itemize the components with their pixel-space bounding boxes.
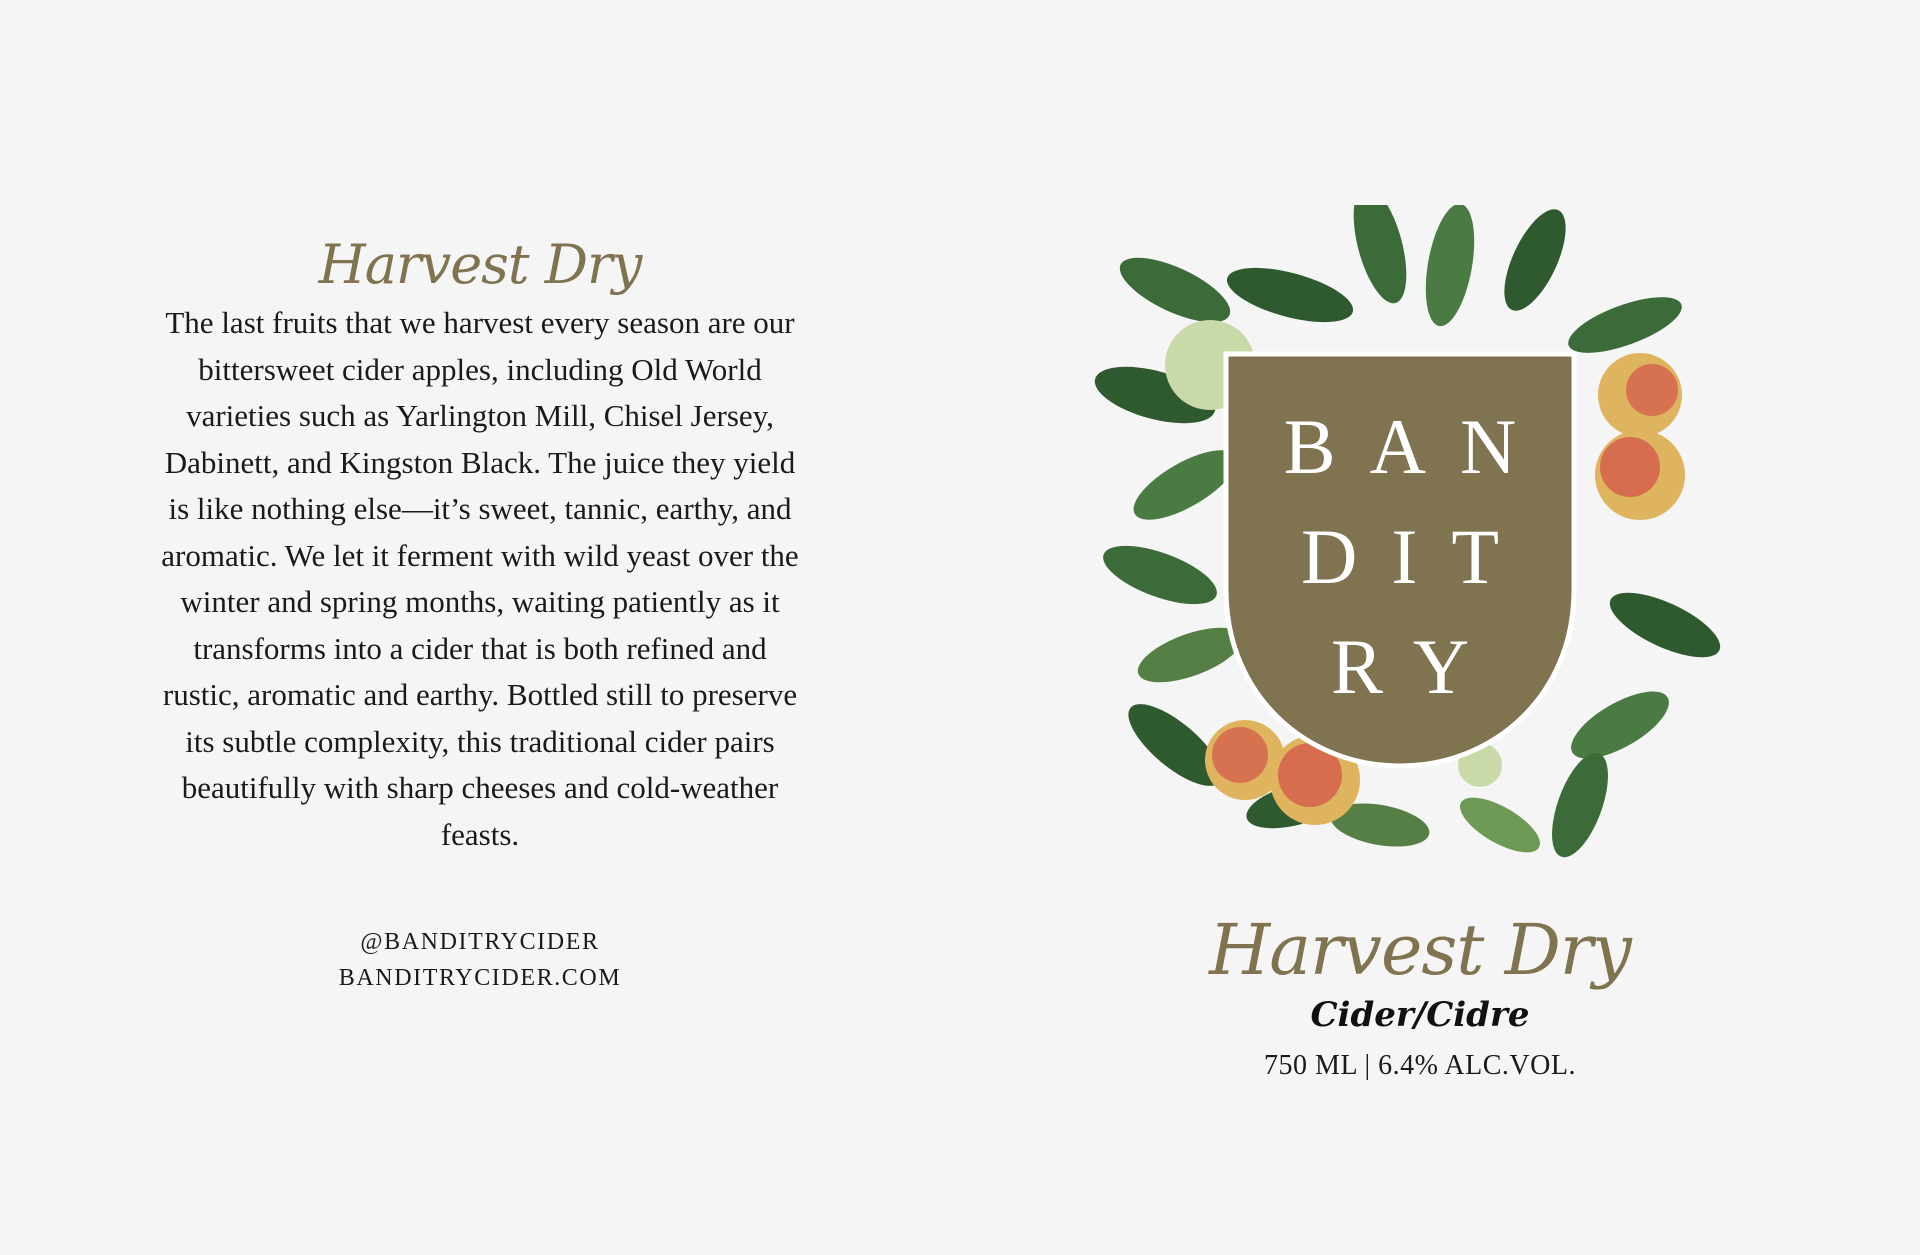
website: BANDITRYCIDER.COM <box>338 965 622 991</box>
front-label-subtitle: Cider/Cidre <box>1310 995 1530 1035</box>
back-label-title: Harvest Dry <box>318 233 642 296</box>
front-label <box>1080 205 1760 1105</box>
volume-abv: 750 ML | 6.4% ALC.VOL. <box>1264 1050 1576 1081</box>
social-handle: @BANDITRYCIDER <box>360 929 600 955</box>
brand-line-1: BAN <box>1283 403 1551 490</box>
brand-shield <box>1222 350 1578 770</box>
front-label-title: Harvest Dry <box>1209 909 1631 991</box>
back-label <box>140 230 820 996</box>
back-label-description: The last fruits that we harvest every season are our bittersweet cider apples, including Old World varieties such as Yarlington Mill, Chisel Jersey, Dabinett, and Kingston Black. The juice they yield is like nothing else—it’s sweet, tannic, earthy, and aromatic. We let it ferment with wild yeast over the winter and spring months, waiting patiently as it transforms into a cider that is both refined and rustic, aromatic and earthy. Bottled still to preserve its subtle complexity, this traditional cider pairs beautifully with sharp cheeses and cold-weather feasts. <box>161 305 799 852</box>
contact-block <box>140 924 820 996</box>
brand-line-2: DIT <box>1301 513 1533 600</box>
brand-line-3: RY <box>1330 623 1504 710</box>
